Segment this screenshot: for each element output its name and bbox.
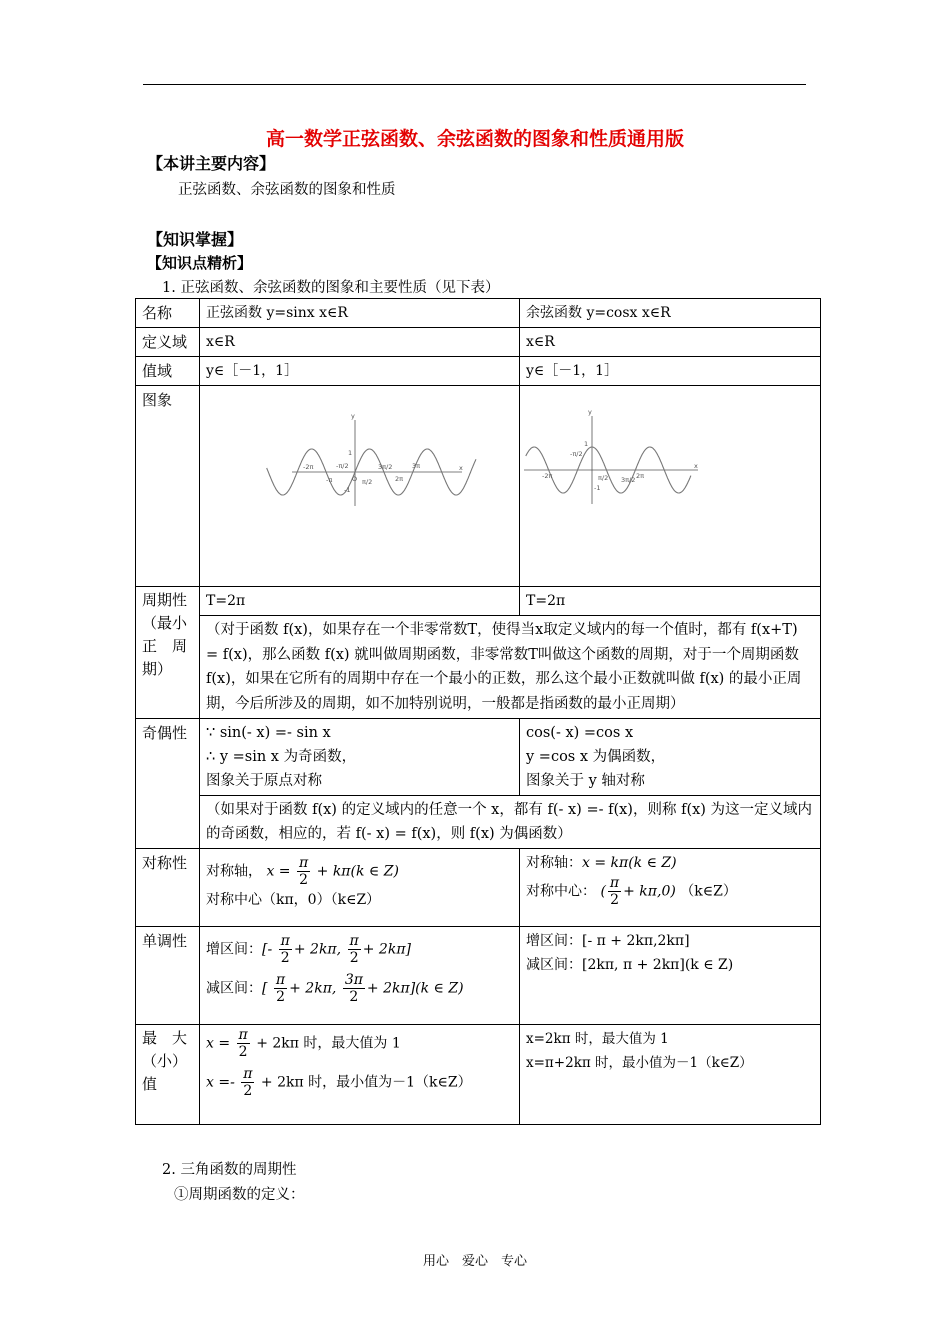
row-extreme [136,1025,821,1125]
svg-text:3π: 3π [412,462,421,470]
sin-name: 正弦函数 y=sinx x∈R [200,299,520,328]
page-footer: 用心 爱心 专心 [422,1254,527,1269]
cos-name: 余弦函数 y=cosx x∈R [520,299,821,328]
sin-parity: ∵ sin(- x) =- sin x ∴ y =sin x 为奇函数， 图象关于原点对称 [200,719,520,796]
svg-text:x: x [459,464,463,472]
svg-text:y: y [588,408,592,416]
label-extreme: 最 大 （小） 值 [136,1025,200,1125]
period-definition: （对于函数 f(x)，如果存在一个非零常数T，使得当x取定义域内的每一个值时，都有 f(x+T) = f(x)，那么函数 f(x) 就叫做周期函数，非零常数T叫做这个函数的周期，对于一个周期函数 f(x)，如果在它所有的周期中存在一个最小的正数，那么这个最小正数就叫做 f(x) 的最小正周期，今后所涉及的周期，如不加特别说明，一般都是指函数的最小正周期） [200,616,821,719]
row-monotonicity [136,927,821,1025]
row-graph [136,386,821,587]
cos-monotonicity: 增区间：[- π + 2kπ,2kπ] 减区间：[2kπ, π + 2kπ](k ∈ Z) [520,927,821,1025]
svg-text:-π/2: -π/2 [570,450,583,458]
cos-symmetry: 对称轴：x = kπ(k ∈ Z) 对称中心： ( $\frac{\pi}{2}$ + kπ,0) （k∈Z） [520,849,821,927]
svg-text:-π: -π [326,476,333,484]
cos-parity: cos(- x) =cos x y =cos x 为偶函数， 图象关于 y 轴对称 [520,719,821,796]
svg-text:π/2: π/2 [362,478,373,486]
svg-text:π/2: π/2 [598,474,609,482]
point-1: 1. 正弦函数、余弦函数的图象和主要性质（见下表） [162,280,500,296]
properties-table [135,298,821,1125]
label-graph: 图象 [136,386,200,587]
row-domain [136,328,821,357]
row-symmetry [136,849,821,927]
point-2-sub: ①周期函数的定义： [174,1187,305,1203]
sin-domain: x∈R [200,328,520,357]
cos-domain: x∈R [520,328,821,357]
svg-text:2π: 2π [636,472,645,480]
sin-extreme: x = $\frac{\pi}{2}$ + 2kπ 时，最大值为 1 x =- $\frac{\pi}{2}$ + 2kπ 时，最小值为－1（k∈Z） [200,1025,520,1125]
cosine-graph [520,386,820,586]
row-parity-note [136,796,821,849]
svg-text:-1: -1 [594,484,601,492]
svg-text:y: y [351,412,355,420]
sin-symmetry: 对称轴， x = $\frac{\pi}{2}$ + kπ(k ∈ Z) 对称中心（kπ，0）（k∈Z） [200,849,520,927]
heading-knowledge: 【知识掌握】 [147,230,244,249]
svg-text:1: 1 [348,449,353,457]
main-content-text: 正弦函数、余弦函数的图象和性质 [178,182,396,198]
sin-monotonicity: 增区间：[- $\frac{\pi}{2}$ + 2kπ, $\frac{\pi}{2}$ + 2kπ] 减区间：[ $\frac{\pi}{2}$ + 2kπ, $\frac{3\pi}{2}$ + 2kπ](k ∈ Z) [200,927,520,1025]
row-period-note [136,616,821,719]
svg-text:1: 1 [584,440,589,448]
sin-graph-cell [200,386,520,587]
cos-range: y∈［－1，1］ [520,357,821,386]
label-parity: 奇偶性 [136,719,200,849]
point-2: 2. 三角函数的周期性 [162,1162,297,1178]
svg-text:-1: -1 [344,486,351,494]
sin-period: T=2π [200,587,520,616]
label-monotonicity: 单调性 [136,927,200,1025]
row-range [136,357,821,386]
heading-main-content: 【本讲主要内容】 [147,154,276,173]
cos-period: T=2π [520,587,821,616]
label-symmetry: 对称性 [136,849,200,927]
svg-text:O: O [352,475,358,483]
row-parity [136,719,821,796]
svg-text:-2π: -2π [303,463,314,471]
heading-knowledge-points: 【知识点精析】 [147,254,253,272]
label-period: 周期性 （最小 正 周 期） [136,587,200,719]
cos-extreme: x=2kπ 时，最大值为 1 x=π+2kπ 时，最小值为－1（k∈Z） [520,1025,821,1125]
svg-text:2π: 2π [395,475,404,483]
parity-definition: （如果对于函数 f(x) 的定义域内的任意一个 x，都有 f(- x) =- f(x)，则称 f(x) 为这一定义域内的奇函数，相应的，若 f(- x) = f(x)，则 f(x) 为偶函数） [200,796,821,849]
label-domain: 定义域 [136,328,200,357]
svg-text:-2π: -2π [542,472,553,480]
header-rule [143,84,806,85]
sine-graph [200,386,510,586]
row-name [136,299,821,328]
label-range: 值域 [136,357,200,386]
row-period [136,587,821,616]
svg-text:x: x [694,462,698,470]
cos-graph-cell [520,386,821,587]
svg-text:-π/2: -π/2 [336,462,349,470]
page-title: 高一数学正弦函数、余弦函数的图象和性质通用版 [265,128,684,150]
label-name: 名称 [136,299,200,328]
sin-range: y∈［－1，1］ [200,357,520,386]
svg-text:3π/2: 3π/2 [621,476,636,484]
svg-text:3π/2: 3π/2 [378,463,393,471]
